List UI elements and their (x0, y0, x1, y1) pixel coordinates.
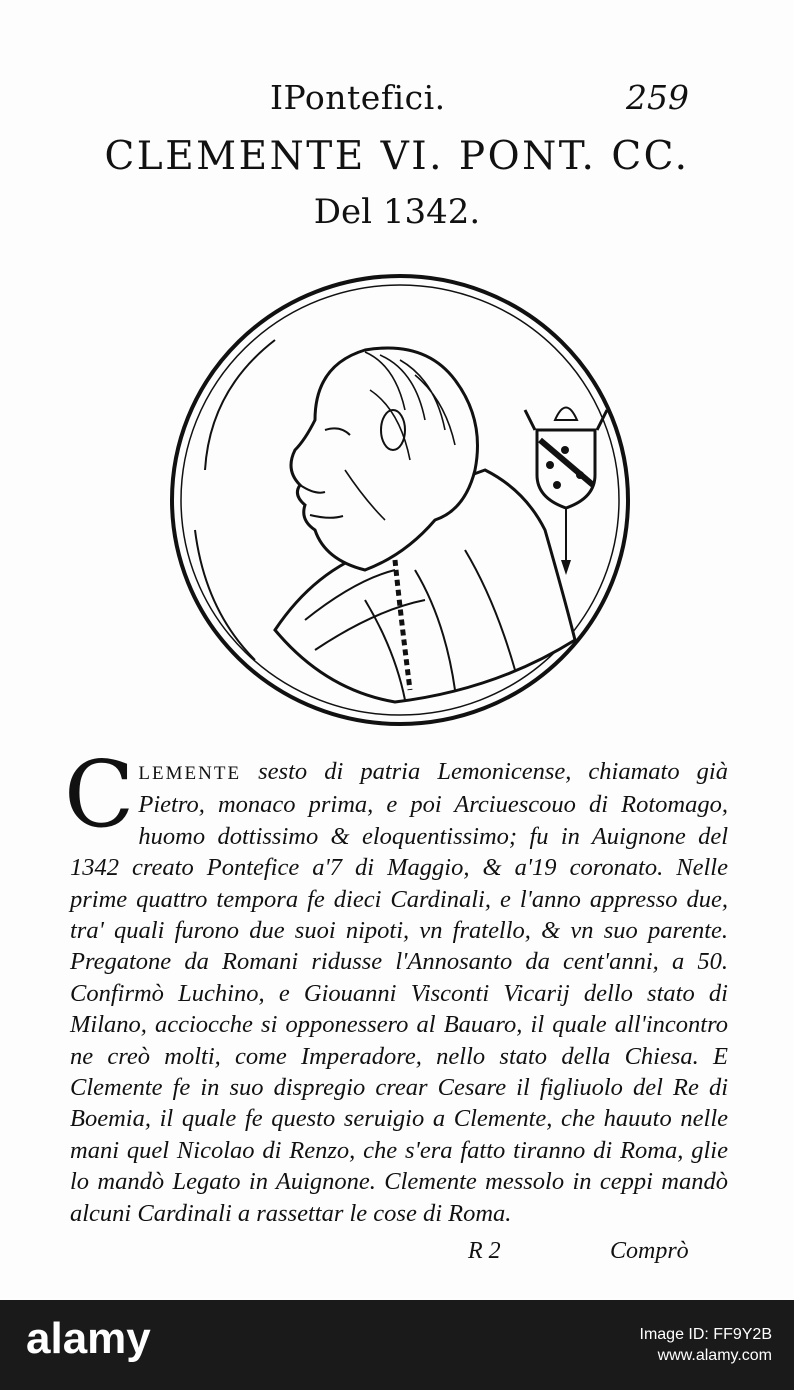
catchword: Comprò (610, 1238, 689, 1264)
page-subtitle: Del 1342. (313, 192, 481, 232)
running-head: IPontefici. (270, 78, 446, 117)
drop-cap: C (64, 741, 135, 848)
page-number: 259 (626, 78, 689, 117)
image-credit (640, 1324, 773, 1366)
body-paragraph: sesto di patria Lemonicense, chiamato già Pietro, monaco prima, e poi Arciuescouo di Rotomago, huomo dottissimo & eloquentissimo; fu in Auignone del 1342 creato Pontefice a'7 di Maggio, & a'19 coronato. Nelle prime quattro tempora fe dieci Cardinali, e l'anno appresso due, tra' quali furono due suoi nipoti, vn fratello, & vn suo parente. Pregatone da Romani ridusse l'Annosanto da cent'anni, a 50. Confirmò Luchino, e Giouanni Visconti Vicarij dello stato di Milano, acciocche si opponessero al Bauaro, il quale all'incontro ne creò molti, come Imperadore, nello stato della Chiesa. E Clemente fe in suo dispregio crear Cesare il figliuolo del Re di Boemia, il quale fe questo seruigio a Clemente, che hauuto nelle mani quel Nicolao di Renzo, che s'era fatto tiranno di Roma, glie lo mandò Legato in Auignone. Clemente messolo in ceppi mandò alcuni Cardinali a rassettar le cose di Roma. (70, 758, 728, 1227)
brand-logo: alamy (26, 1314, 151, 1363)
first-word: LEMENTE (138, 763, 242, 784)
image-id: Image ID: FF9Y2B (639, 1326, 772, 1343)
site-url: www.alamy.com (657, 1347, 772, 1364)
portrait-medallion (165, 270, 635, 730)
page-title: CLEMENTE VI. PONT. CC. (104, 134, 690, 179)
signature-mark: R 2 (468, 1238, 501, 1264)
watermark-bar (0, 1300, 794, 1390)
body-text (64, 741, 728, 1229)
